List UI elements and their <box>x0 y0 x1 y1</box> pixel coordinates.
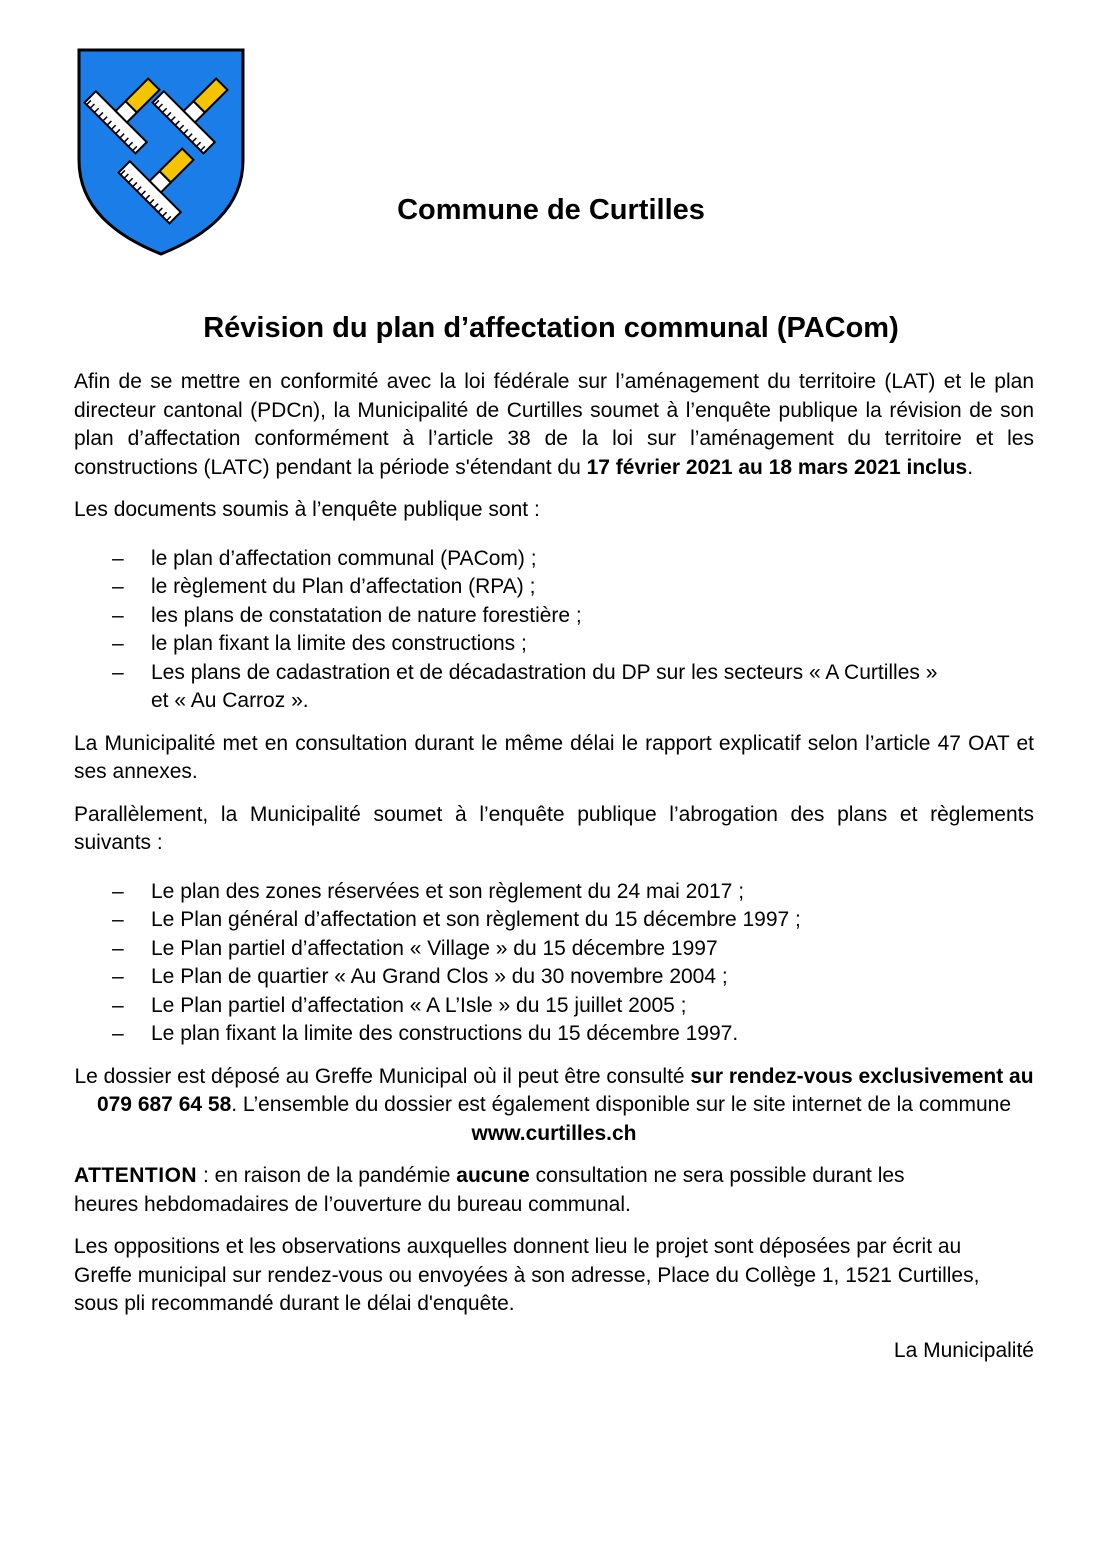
abrogation-lead: Parallèlement, la Municipalité soumet à l’enquête publique l’abrogation des plans et règlements suivants : <box>74 802 1034 854</box>
oppositions-paragraph: Les oppositions et les observations auxquelles donnent lieu le projet sont déposées par écrit au Greffe municipal sur rendez-vous ou envoyées à son adresse, Place du Collège 1, 1521 Curtilles, sous pli recommandé durant le délai d'enquête. <box>74 1235 980 1315</box>
page-title: Révision du plan d’affectation communal (PACom) <box>203 312 899 344</box>
list-item: – Le Plan partiel d’affectation « A L’Isle » du 15 juillet 2005 ; <box>74 992 1034 1021</box>
documents-lead: Les documents soumis à l’enquête publique sont : <box>74 498 540 521</box>
intro-text: Afin de se mettre en conformité avec la loi fédérale sur l’aménagement du territoire (LAT) et le plan directeur cantonal (PDCn), la Municipalité de Curtilles soumet à l’enquête publique la révision de son plan d’affectation conformément à l’article 38 de la loi sur l’aménagement du territoire et les constructions (LATC) pendant la période s'étendant du <box>74 370 1034 479</box>
list-item: – Les plans de cadastration et de décadastration du DP sur les secteurs « A Curtilles » et « Au Carroz ». <box>74 659 1034 716</box>
appointment-phone: sur rendez-vous exclusivement au 079 687 64 58 <box>96 1064 1034 1116</box>
notice-body <box>74 368 1034 1379</box>
documents-list <box>74 539 1034 716</box>
consultation-paragraph: La Municipalité met en consultation durant le même délai le rapport explicatif selon l’article 47 OAT et ses annexes. <box>74 731 1034 783</box>
enquiry-dates: 17 février 2021 au 18 mars 2021 inclus <box>586 455 968 479</box>
attention-text-2: consultation ne sera possible durant les heures hebdomadaires de l’ouverture du bureau communal. <box>74 1164 905 1216</box>
commune-name-text: Commune de Curtilles <box>397 194 705 226</box>
intro-paragraph <box>74 368 1034 482</box>
abrogation-list <box>74 872 1034 1049</box>
commune-name <box>0 194 1102 227</box>
list-item: – les plans de constatation de nature forestière ; <box>74 602 1034 631</box>
list-item: – le règlement du Plan d’affectation (RPA) ; <box>74 573 1034 602</box>
list-item: – le plan fixant la limite des constructions ; <box>74 630 1034 659</box>
dossier-paragraph <box>74 1063 1034 1149</box>
attention-text-1: : en raison de la pandémie <box>197 1164 457 1187</box>
signature: La Municipalité <box>893 1338 1034 1362</box>
attention-paragraph <box>74 1162 1034 1219</box>
attention-bold: aucune <box>456 1164 530 1187</box>
list-item: – Le plan des zones réservées et son règlement du 24 mai 2017 ; <box>74 878 1034 907</box>
website-link: www.curtilles.ch <box>471 1121 637 1145</box>
attention-label: ATTENTION <box>74 1164 198 1187</box>
dossier-text-1: Le dossier est déposé au Greffe Municipal où il peut être consulté <box>74 1064 691 1088</box>
list-item: – Le Plan partiel d’affectation « Village » du 15 décembre 1997 <box>74 935 1034 964</box>
list-item: – Le Plan de quartier « Au Grand Clos » du 30 novembre 2004 ; <box>74 963 1034 992</box>
intro-end: . <box>967 455 974 479</box>
list-item: – Le plan fixant la limite des constructions du 15 décembre 1997. <box>74 1020 1034 1049</box>
list-item: – le plan d’affectation communal (PACom) ; <box>74 545 1034 574</box>
list-item: – Le Plan général d’affectation et son règlement du 15 décembre 1997 ; <box>74 906 1034 935</box>
dossier-text-2: . L’ensemble du dossier est également disponible sur le site internet de la commune <box>231 1093 1012 1116</box>
